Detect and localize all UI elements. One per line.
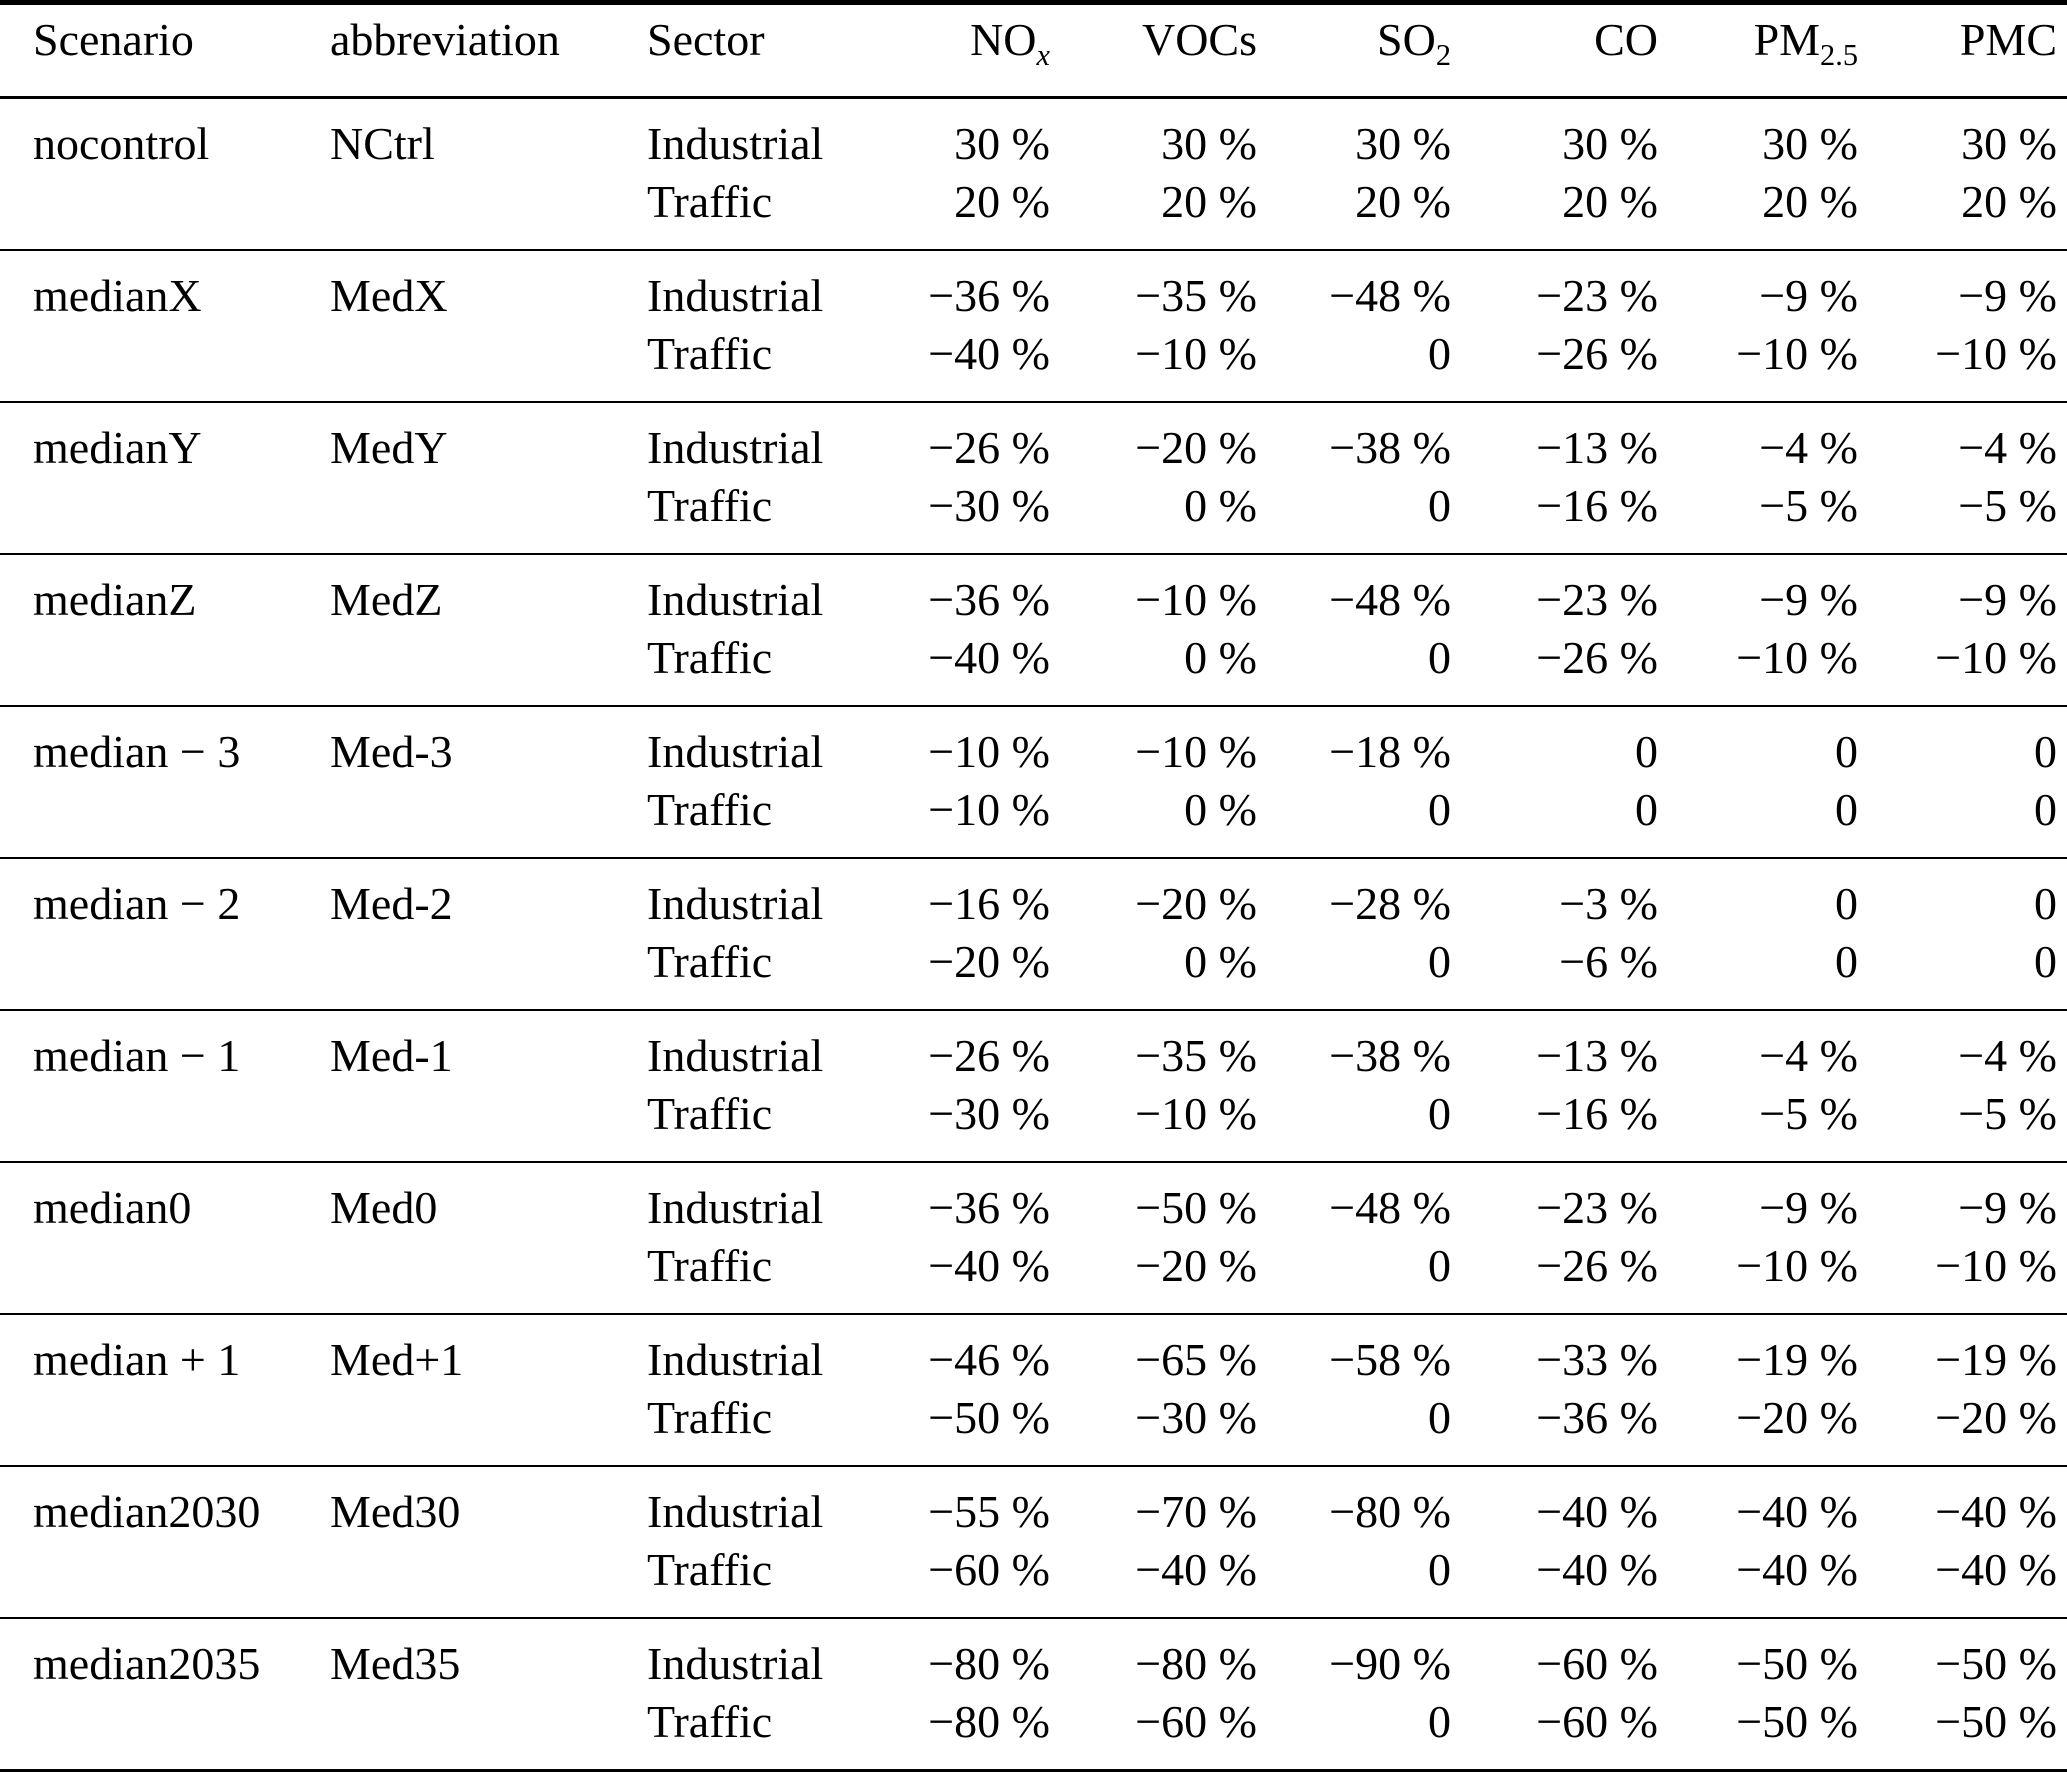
column-header-label: NO: [970, 14, 1037, 65]
col-header-nox: [885, 3, 1050, 98]
value-cell: 0: [1835, 936, 1858, 987]
value-cell: −36 %: [928, 1182, 1050, 1233]
value-cell: −80 %: [928, 1638, 1050, 1689]
col-header-pmc: [1858, 3, 2067, 98]
scenario-cell: median − 1: [33, 1030, 241, 1081]
col-header-pm25: [1658, 3, 1858, 98]
value-cell: 0: [1835, 726, 1858, 777]
value-cell: −9 %: [1759, 270, 1858, 321]
value-cell: −9 %: [1958, 574, 2057, 625]
scenario-group: [0, 858, 2067, 1010]
table-row: [0, 402, 2067, 475]
value-cell: −40 %: [1736, 1544, 1858, 1595]
value-cell: 0 %: [1184, 632, 1257, 683]
value-cell: −30 %: [1135, 1392, 1257, 1443]
value-cell: −10 %: [1736, 632, 1858, 683]
sector-cell: Traffic: [647, 936, 773, 987]
value-cell: −20 %: [1736, 1392, 1858, 1443]
value-cell: 0: [1428, 936, 1451, 987]
value-cell: −50 %: [1935, 1696, 2057, 1747]
column-header-label: SO: [1377, 14, 1436, 65]
value-cell: 0: [1428, 784, 1451, 835]
value-cell: −80 %: [1135, 1638, 1257, 1689]
value-cell: 0: [1635, 784, 1658, 835]
value-cell: −3 %: [1559, 878, 1658, 929]
value-cell: −5 %: [1759, 480, 1858, 531]
value-cell: 30 %: [1562, 118, 1658, 169]
value-cell: −26 %: [928, 1030, 1050, 1081]
abbreviation-cell: Med-3: [330, 726, 453, 777]
value-cell: −36 %: [1536, 1392, 1658, 1443]
col-header-co: [1451, 3, 1658, 98]
value-cell: 0: [1835, 784, 1858, 835]
value-cell: −55 %: [928, 1486, 1050, 1537]
table-row: [0, 1010, 2067, 1083]
value-cell: −80 %: [1329, 1486, 1451, 1537]
value-cell: 0: [1428, 1088, 1451, 1139]
value-cell: −50 %: [928, 1392, 1050, 1443]
value-cell: −4 %: [1958, 422, 2057, 473]
abbreviation-cell: Med30: [330, 1486, 461, 1537]
value-cell: 30 %: [1355, 118, 1451, 169]
value-cell: −26 %: [1536, 1240, 1658, 1291]
value-cell: −20 %: [1135, 1240, 1257, 1291]
value-cell: −90 %: [1329, 1638, 1451, 1689]
abbreviation-cell: Med+1: [330, 1334, 464, 1385]
scenario-group: [0, 250, 2067, 402]
value-cell: 30 %: [1961, 118, 2057, 169]
sector-cell: Traffic: [647, 784, 773, 835]
value-cell: −40 %: [1935, 1486, 2057, 1537]
value-cell: 0: [1428, 1696, 1451, 1747]
abbreviation-cell: MedX: [330, 270, 448, 321]
sector-cell: Traffic: [647, 1544, 773, 1595]
col-header-scenario: [0, 3, 330, 98]
sector-cell: Traffic: [647, 328, 773, 379]
col-header-vocs: [1050, 3, 1257, 98]
value-cell: −23 %: [1536, 574, 1658, 625]
value-cell: 20 %: [1961, 176, 2057, 227]
table-row: [0, 1314, 2067, 1387]
value-cell: −80 %: [928, 1696, 1050, 1747]
value-cell: −10 %: [1935, 632, 2057, 683]
scenario-cell: median − 3: [33, 726, 241, 777]
sector-cell: Traffic: [647, 632, 773, 683]
sector-cell: Industrial: [647, 270, 824, 321]
value-cell: −4 %: [1759, 1030, 1858, 1081]
sector-cell: Traffic: [647, 480, 773, 531]
abbreviation-cell: MedZ: [330, 574, 443, 625]
column-header-subscript: 2: [1435, 38, 1451, 73]
sector-cell: Traffic: [647, 1696, 773, 1747]
value-cell: −19 %: [1736, 1334, 1858, 1385]
value-cell: −20 %: [1135, 878, 1257, 929]
value-cell: 20 %: [954, 176, 1050, 227]
value-cell: −5 %: [1958, 1088, 2057, 1139]
value-cell: −16 %: [928, 878, 1050, 929]
abbreviation-cell: Med-2: [330, 878, 453, 929]
sector-cell: Industrial: [647, 1334, 824, 1385]
value-cell: 30 %: [1762, 118, 1858, 169]
value-cell: −10 %: [1935, 1240, 2057, 1291]
table-row: [0, 706, 2067, 779]
value-cell: 20 %: [1562, 176, 1658, 227]
value-cell: −35 %: [1135, 270, 1257, 321]
sector-cell: Industrial: [647, 878, 824, 929]
scenario-cell: median − 2: [33, 878, 241, 929]
value-cell: −10 %: [1736, 1240, 1858, 1291]
column-header-subscript: 2.5: [1820, 38, 1858, 73]
sector-cell: Industrial: [647, 1638, 824, 1689]
value-cell: −16 %: [1536, 480, 1658, 531]
value-cell: −33 %: [1536, 1334, 1658, 1385]
sector-cell: Industrial: [647, 422, 824, 473]
sector-cell: Industrial: [647, 1486, 824, 1537]
value-cell: −4 %: [1759, 422, 1858, 473]
value-cell: 0: [1428, 1392, 1451, 1443]
table-row: [0, 250, 2067, 323]
value-cell: −10 %: [1935, 328, 2057, 379]
scenario-group: [0, 1466, 2067, 1618]
value-cell: −40 %: [1736, 1486, 1858, 1537]
abbreviation-cell: Med35: [330, 1638, 461, 1689]
value-cell: 30 %: [1161, 118, 1257, 169]
sector-cell: Traffic: [647, 176, 773, 227]
value-cell: −50 %: [1736, 1638, 1858, 1689]
value-cell: −10 %: [1135, 1088, 1257, 1139]
col-header-sector: [645, 3, 885, 98]
abbreviation-cell: NCtrl: [330, 118, 435, 169]
value-cell: −6 %: [1559, 936, 1658, 987]
value-cell: 0: [1428, 632, 1451, 683]
value-cell: −9 %: [1958, 1182, 2057, 1233]
value-cell: −60 %: [1536, 1696, 1658, 1747]
scenario-cell: median2030: [33, 1486, 261, 1537]
value-cell: −36 %: [928, 270, 1050, 321]
value-cell: −36 %: [928, 574, 1050, 625]
value-cell: −70 %: [1135, 1486, 1257, 1537]
scenario-group: [0, 1618, 2067, 1771]
value-cell: −23 %: [1536, 270, 1658, 321]
sector-cell: Traffic: [647, 1392, 773, 1443]
value-cell: −48 %: [1329, 574, 1451, 625]
value-cell: −10 %: [1135, 726, 1257, 777]
value-cell: −9 %: [1759, 574, 1858, 625]
abbreviation-cell: Med-1: [330, 1030, 453, 1081]
scenario-group: [0, 706, 2067, 858]
scenario-cell: median0: [33, 1182, 192, 1233]
value-cell: −48 %: [1329, 270, 1451, 321]
value-cell: −50 %: [1736, 1696, 1858, 1747]
value-cell: −30 %: [928, 480, 1050, 531]
column-header-label: CO: [1594, 14, 1658, 65]
sector-cell: Industrial: [647, 574, 824, 625]
scenario-cell: median + 1: [33, 1334, 241, 1385]
table-row: [0, 1466, 2067, 1539]
value-cell: −50 %: [1935, 1638, 2057, 1689]
value-cell: −10 %: [928, 784, 1050, 835]
scenario-group: [0, 98, 2067, 251]
value-cell: 0: [2034, 726, 2057, 777]
value-cell: 0 %: [1184, 784, 1257, 835]
table-header-row: [0, 3, 2067, 98]
value-cell: 20 %: [1161, 176, 1257, 227]
value-cell: −13 %: [1536, 1030, 1658, 1081]
value-cell: −46 %: [928, 1334, 1050, 1385]
value-cell: −19 %: [1935, 1334, 2057, 1385]
sector-cell: Traffic: [647, 1088, 773, 1139]
sector-cell: Industrial: [647, 726, 824, 777]
value-cell: 30 %: [954, 118, 1050, 169]
value-cell: 0: [1635, 726, 1658, 777]
value-cell: −13 %: [1536, 422, 1658, 473]
value-cell: −18 %: [1329, 726, 1451, 777]
column-header-subscript: x: [1036, 38, 1050, 73]
table-row: [0, 98, 2067, 172]
value-cell: −40 %: [928, 1240, 1050, 1291]
value-cell: −38 %: [1329, 1030, 1451, 1081]
sector-cell: Industrial: [647, 1182, 824, 1233]
sector-cell: Industrial: [647, 118, 824, 169]
abbreviation-cell: Med0: [330, 1182, 438, 1233]
value-cell: −5 %: [1759, 1088, 1858, 1139]
value-cell: 20 %: [1355, 176, 1451, 227]
value-cell: −20 %: [1935, 1392, 2057, 1443]
scenario-cell: medianZ: [33, 574, 197, 625]
value-cell: −40 %: [928, 632, 1050, 683]
value-cell: −65 %: [1135, 1334, 1257, 1385]
value-cell: −10 %: [1736, 328, 1858, 379]
value-cell: −58 %: [1329, 1334, 1451, 1385]
value-cell: 0: [1835, 878, 1858, 929]
value-cell: −48 %: [1329, 1182, 1451, 1233]
value-cell: −16 %: [1536, 1088, 1658, 1139]
value-cell: −26 %: [1536, 328, 1658, 379]
value-cell: −38 %: [1329, 422, 1451, 473]
value-cell: 0: [2034, 878, 2057, 929]
value-cell: −20 %: [1135, 422, 1257, 473]
value-cell: −9 %: [1759, 1182, 1858, 1233]
value-cell: 20 %: [1762, 176, 1858, 227]
value-cell: −60 %: [928, 1544, 1050, 1595]
value-cell: −5 %: [1958, 480, 2057, 531]
value-cell: −40 %: [1536, 1486, 1658, 1537]
value-cell: −40 %: [928, 328, 1050, 379]
abbreviation-cell: MedY: [330, 422, 448, 473]
value-cell: −9 %: [1958, 270, 2057, 321]
value-cell: −60 %: [1536, 1638, 1658, 1689]
value-cell: 0 %: [1184, 480, 1257, 531]
value-cell: −23 %: [1536, 1182, 1658, 1233]
col-header-abbreviation: [330, 3, 645, 98]
column-header-label: VOCs: [1141, 14, 1257, 65]
column-header-label: Scenario: [33, 14, 194, 65]
value-cell: −60 %: [1135, 1696, 1257, 1747]
value-cell: −10 %: [1135, 328, 1257, 379]
value-cell: 0: [1428, 480, 1451, 531]
table-row: [0, 1618, 2067, 1691]
value-cell: −10 %: [928, 726, 1050, 777]
value-cell: 0 %: [1184, 936, 1257, 987]
value-cell: −26 %: [928, 422, 1050, 473]
col-header-so2: [1257, 3, 1451, 98]
column-header-label: abbreviation: [330, 14, 560, 65]
column-header-label: PMC: [1959, 14, 2057, 65]
value-cell: −20 %: [928, 936, 1050, 987]
value-cell: 0: [2034, 936, 2057, 987]
scenario-cell: medianX: [33, 270, 202, 321]
scenario-group: [0, 402, 2067, 554]
scenario-cell: median2035: [33, 1638, 261, 1689]
sector-cell: Industrial: [647, 1030, 824, 1081]
value-cell: −35 %: [1135, 1030, 1257, 1081]
table-row: [0, 554, 2067, 627]
value-cell: 0: [1428, 1544, 1451, 1595]
value-cell: −10 %: [1135, 574, 1257, 625]
table-row: [0, 858, 2067, 931]
value-cell: 0: [2034, 784, 2057, 835]
value-cell: −4 %: [1958, 1030, 2057, 1081]
column-header-label: PM: [1753, 14, 1821, 65]
scenario-group: [0, 1314, 2067, 1466]
table-row: [0, 1162, 2067, 1235]
scenario-group: [0, 1162, 2067, 1314]
value-cell: −28 %: [1329, 878, 1451, 929]
value-cell: −50 %: [1135, 1182, 1257, 1233]
sector-cell: Traffic: [647, 1240, 773, 1291]
value-cell: −40 %: [1135, 1544, 1257, 1595]
scenario-group: [0, 554, 2067, 706]
value-cell: −40 %: [1935, 1544, 2057, 1595]
scenario-group: [0, 1010, 2067, 1162]
scenario-cell: medianY: [33, 422, 202, 473]
value-cell: 0: [1428, 328, 1451, 379]
value-cell: 0: [1428, 1240, 1451, 1291]
column-header-label: Sector: [647, 14, 765, 65]
value-cell: −26 %: [1536, 632, 1658, 683]
value-cell: −30 %: [928, 1088, 1050, 1139]
value-cell: −40 %: [1536, 1544, 1658, 1595]
scenario-cell: nocontrol: [33, 118, 210, 169]
